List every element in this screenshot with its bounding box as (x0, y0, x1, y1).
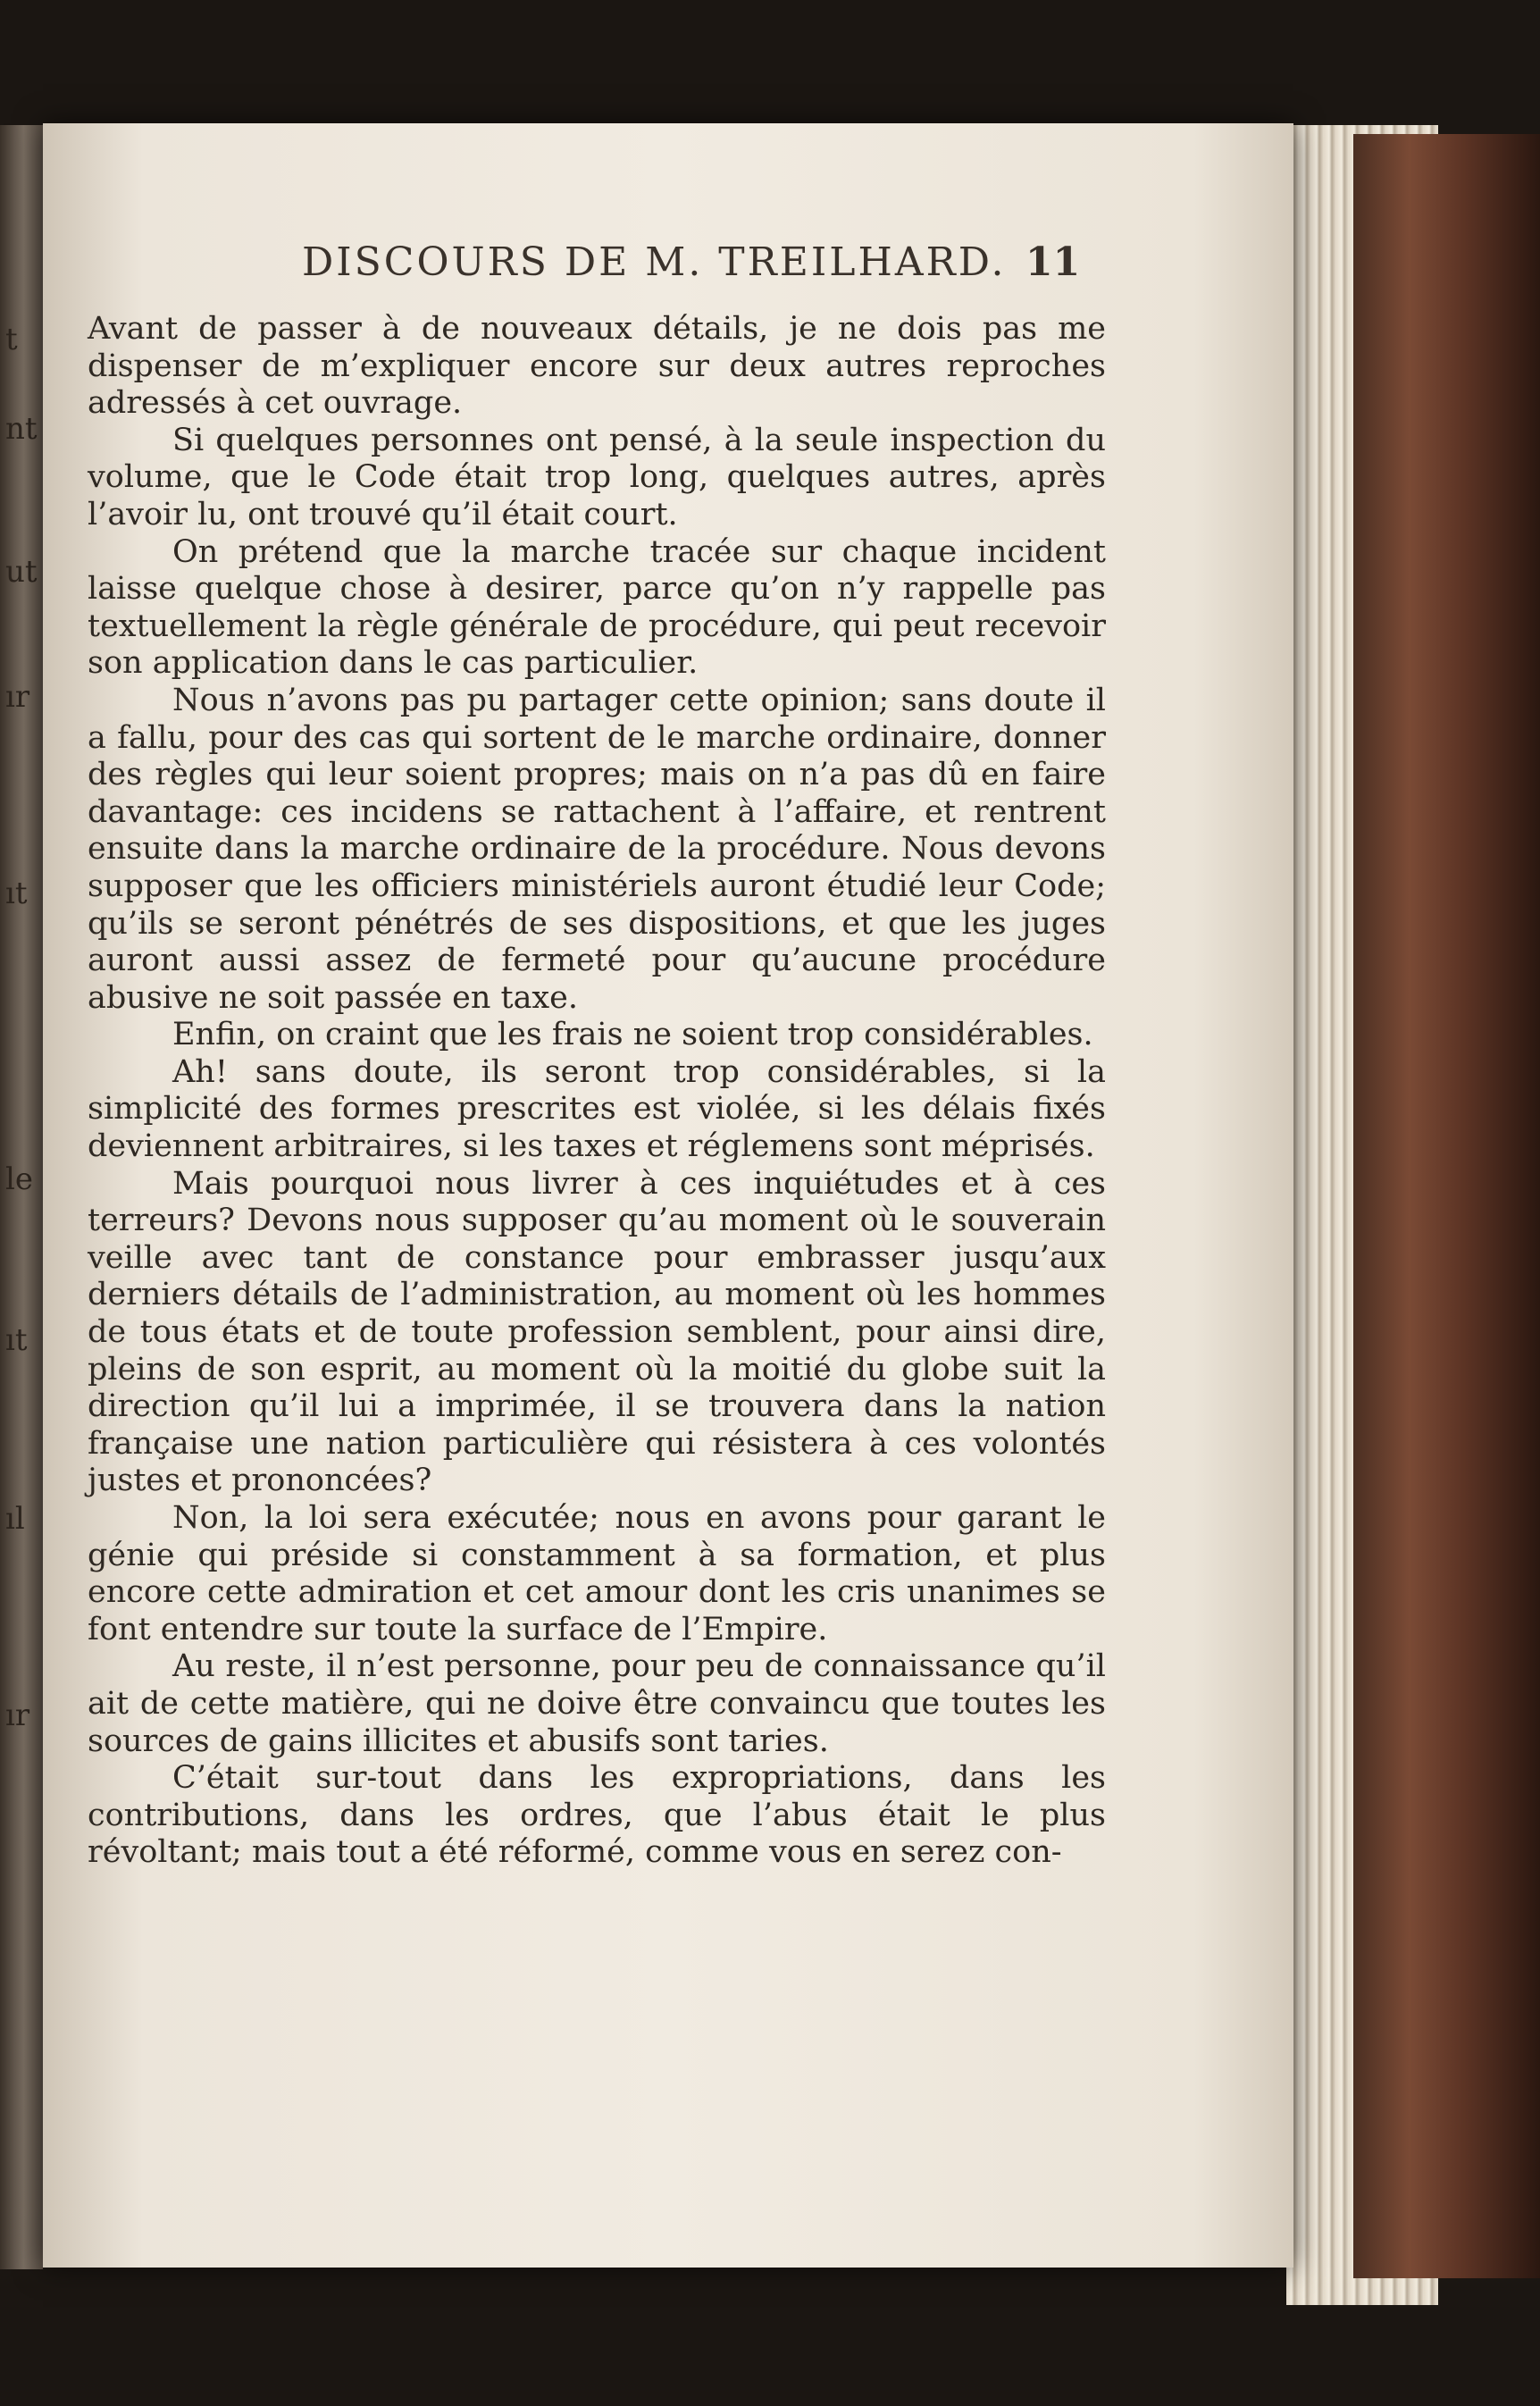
paragraph: Avant de passer à de nouveaux détails, je ne dois pas me dispenser de m’expliquer encore sur deux autres reproches adressés à cet ouvrage. (88, 311, 1106, 422)
running-head: DISCOURS DE M. TREILHARD. (302, 239, 1007, 285)
book-page (43, 123, 1293, 2268)
body-text (88, 311, 1106, 1872)
facing-page-edge (0, 125, 43, 2269)
facing-page-fragment: t (5, 322, 18, 357)
facing-page-fragment: ıt (5, 876, 28, 911)
paragraph: On prétend que la marche tracée sur chaque incident laisse quelque chose à desirer, parce qu’on n’y rappelle pas textuellement la règle générale de procédure, qui peut recevoir son application dans le cas particulier. (88, 533, 1106, 682)
paragraph: Non, la loi sera exécutée; nous en avons pour garant le génie qui préside si constamment à sa formation, et plus encore cette admiration et cet amour dont les cris unanimes se font entendre sur toute la surface de l’Empire. (88, 1500, 1106, 1647)
paragraph: Si quelques personnes ont pensé, à la seule inspection du volume, que le Code était trop long, quelques autres, après l’avoir lu, ont trouvé qu’il était court. (88, 422, 1106, 532)
facing-page-fragment: ıl (5, 1501, 25, 1537)
paragraph: Enfin, on craint que les frais ne soient trop considérables. (172, 1017, 1093, 1053)
facing-page-fragment: ut (5, 554, 38, 590)
facing-page-fragment: le (5, 1161, 33, 1197)
facing-page-fragment: nt (5, 411, 38, 447)
paragraph: Nous n’avons pas pu partager cette opinion; sans doute il a fallu, pour des cas qui sortent de le marche ordinaire, donner des règles qui leur soient propres; mais on n’a pas dû en faire davantage: ces incidens se rattachent à l’affaire, et rentrent ensuite dans la marche ordinaire de la procédure. Nous devons supposer que les officiers ministériels auront étudié leur Code; qu’ils se seront pénétrés de ses dispositions, et que les juges auront aussi assez de fermeté pour qu’aucune procédure abusive ne soit passée en taxe. (88, 682, 1106, 1016)
paragraph: Au reste, il n’est personne, pour peu de connaissance qu’il ait de cette matière, qui ne doive être convaincu que toutes les sources de gains illicites et abusifs sont taries. (88, 1648, 1106, 1759)
facing-page-fragment: ır (5, 1698, 30, 1733)
page-number: 11 (1025, 239, 1081, 285)
facing-page-fragment: ır (5, 679, 30, 715)
facing-page-fragment: ıt (5, 1322, 28, 1358)
book-cover-edge (1353, 134, 1540, 2278)
paragraph: C’était sur-tout dans les expropriations, dans les contributions, dans les ordres, que l’abus était le plus révoltant; mais tout a été réformé, comme vous en serez con- (88, 1760, 1106, 1871)
paragraph: Mais pourquoi nous livrer à ces inquiétudes et à ces terreurs? Devons nous supposer qu’au moment où le souverain veille avec tant de constance pour embrasser jusqu’aux derniers détails de l’administration, au moment où les hommes de tous états et de toute profession semblent, pour ainsi dire, pleins de son esprit, au moment où la moitié du globe suit la direction qu’il lui a imprimée, il se trouvera dans la nation française une nation particulière qui résistera à ces volontés justes et prononcées? (88, 1165, 1106, 1499)
paragraph: Ah! sans doute, ils seront trop considérables, si la simplicité des formes prescrites est violée, si les délais fixés deviennent arbitraires, si les taxes et réglemens sont méprisés. (88, 1053, 1106, 1165)
